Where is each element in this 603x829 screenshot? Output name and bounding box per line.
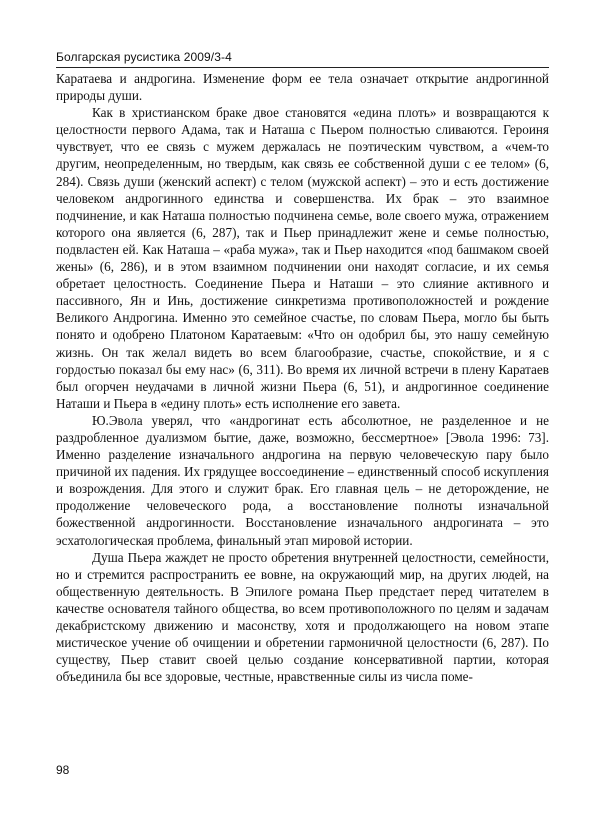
paragraph-2: Как в христианском браке двое становятся «едина плоть» и возвращаются к целостности первого Адама, так и Наташа с Пьером полностью сливаются. Героиня чувствует, что ее связь с мужем держалась не поэтическим чувством, а «чем-то другим, неопределенным, но твердым, как связь ее собственной души с ее телом» (6, 284). Связь души (женский аспект) с телом (мужской аспект) – это и есть достижение человеком андрогинного единства и совершенства. Их брак – это взаимное подчинение, и как Наташа полностью подчинена семье, воле своего мужа, отражением которого она является (6, 287), так и Пьер принадлежит жене и семье полностью, подвластен ей. Как Наташа – «раба мужа», так и Пьер находится «под башмаком своей жены» (6, 286), и в этом взаимном подчинении они находят согласие, и их семья обретает целостность. Соединение Пьера и Наташи – это слияние активного и пассивного, Ян и Инь, достижение синкретизма противоположностей и рождение Великого Андрогина. Именно это семейное счастье, по словам Пьера, могло бы быть понято и одобрено Платоном Каратаевым: «Что он одобрил бы, это нашу семейную жизнь. Он так желал видеть во всем благообразие, счастье, спокойствие, и я с гордостью показал бы ему нас» (6, 311). Во время их личной встречи в плену Каратаев был огорчен неудачами в личной жизни Пьера (6, 51), и андрогинное соединение Наташи и Пьера в «едину плоть» есть исполнение его завета.: [56, 105, 549, 411]
body-text: [56, 70, 549, 685]
paragraph-4: Душа Пьера жаждет не просто обретения внутренней целостности, семейности, но и стремится распространить ее вовне, на окружающий мир, на других людей, на общественную деятельность. В Эпилоге романа Пьер предстает перед читателем в качестве основателя тайного общества, во всем противоположного по целям и задачам декабристскому движению и масонству, хотя и продолжающего на новом этапе мистическое учение об очищении и обретении гармоничной целостности (6, 287). По существу, Пьер ставит своей целью создание консервативной партии, которая объединила бы все здоровые, честные, нравственные силы из числа поме-: [56, 549, 549, 685]
running-header: Болгарская русистика 2009/3-4: [56, 50, 232, 64]
paragraph-1: Каратаева и андрогина. Изменение форм ее тела означает открытие андрогинной природы души.: [56, 71, 549, 104]
paragraph-3: Ю.Эвола уверял, что «андрогинат есть абсолютное, не разделенное и не раздробленное дуализмом бытие, даже, возможно, бессмертное» [Эвола 1996: 73]. Именно разделение изначального андрогина на первую человеческую пару было причиной их падения. Их грядущее воссоединение – единственный способ искупления и возрождения. Для этого и служит брак. Его главная цель – не деторождение, не продолжение человеческого рода, а восстановление полноты изначальной божественной андрогинности. Восстановление изначального андрогината – это эсхатологическая проблема, финальный этап мировой истории.: [56, 412, 549, 548]
page-number: 98: [56, 763, 70, 777]
header-rule: [56, 67, 549, 68]
